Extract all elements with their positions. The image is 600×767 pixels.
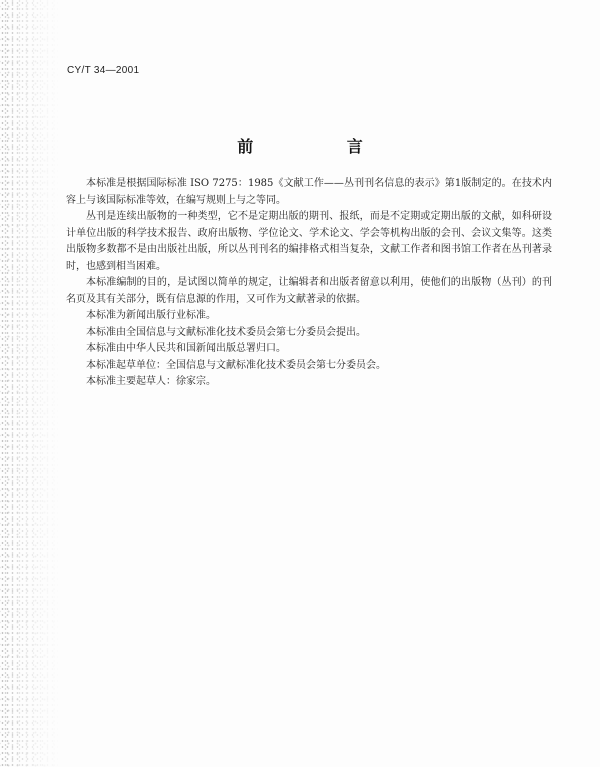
- page-title: 前 言: [237, 137, 407, 156]
- paragraph-drafting-unit: 本标准起草单位：全国信息与文献标准化技术委员会第七分委员会。: [86, 359, 386, 371]
- paragraph-series-description: 丛刊是连续出版物的一种类型，它不是定期出版的期刊、报纸，而是不定期或定期出版的文献，如科研设计单位出版的科学技术报告、政府出版物、学位论文、学术论文、学会等机构出版的会刊、会议文集等。这类出版物多数都不是由出版社出版，所以丛刊刊名的编排格式相当复杂，文献工作者和图书馆工作者在丛刊著录时，也感到相当困难。: [66, 211, 552, 272]
- scan-edge-noise: [0, 0, 62, 767]
- paragraph-drafter: 本标准主要起草人：徐家宗。: [86, 376, 216, 387]
- paragraph-basis: 本标准是根据国际标准 ISO 7275：1985《文献工作——丛刊刊名信息的表示》第1版制定的。在技术内容上与该国际标准等效，在编写规则上与之等同。: [66, 178, 552, 206]
- paragraph-purpose: 本标准编制的目的，是试图以简单的规定，让编辑者和出版者留意以利用，使他们的出版物（丛刊）的刊名页及其有关部分，既有信息源的作用，又可作为文献著录的依据。: [66, 277, 552, 305]
- standard-code: CY/T 34—2001: [67, 65, 140, 76]
- paragraph-proposer: 本标准由全国信息与文献标准化技术委员会第七分委员会提出。: [86, 326, 366, 338]
- paragraph-industry-standard: 本标准为新闻出版行业标准。: [86, 310, 216, 321]
- foreword-body: [66, 176, 552, 391]
- paragraph-administrator: 本标准由中华人民共和国新闻出版总署归口。: [86, 343, 286, 354]
